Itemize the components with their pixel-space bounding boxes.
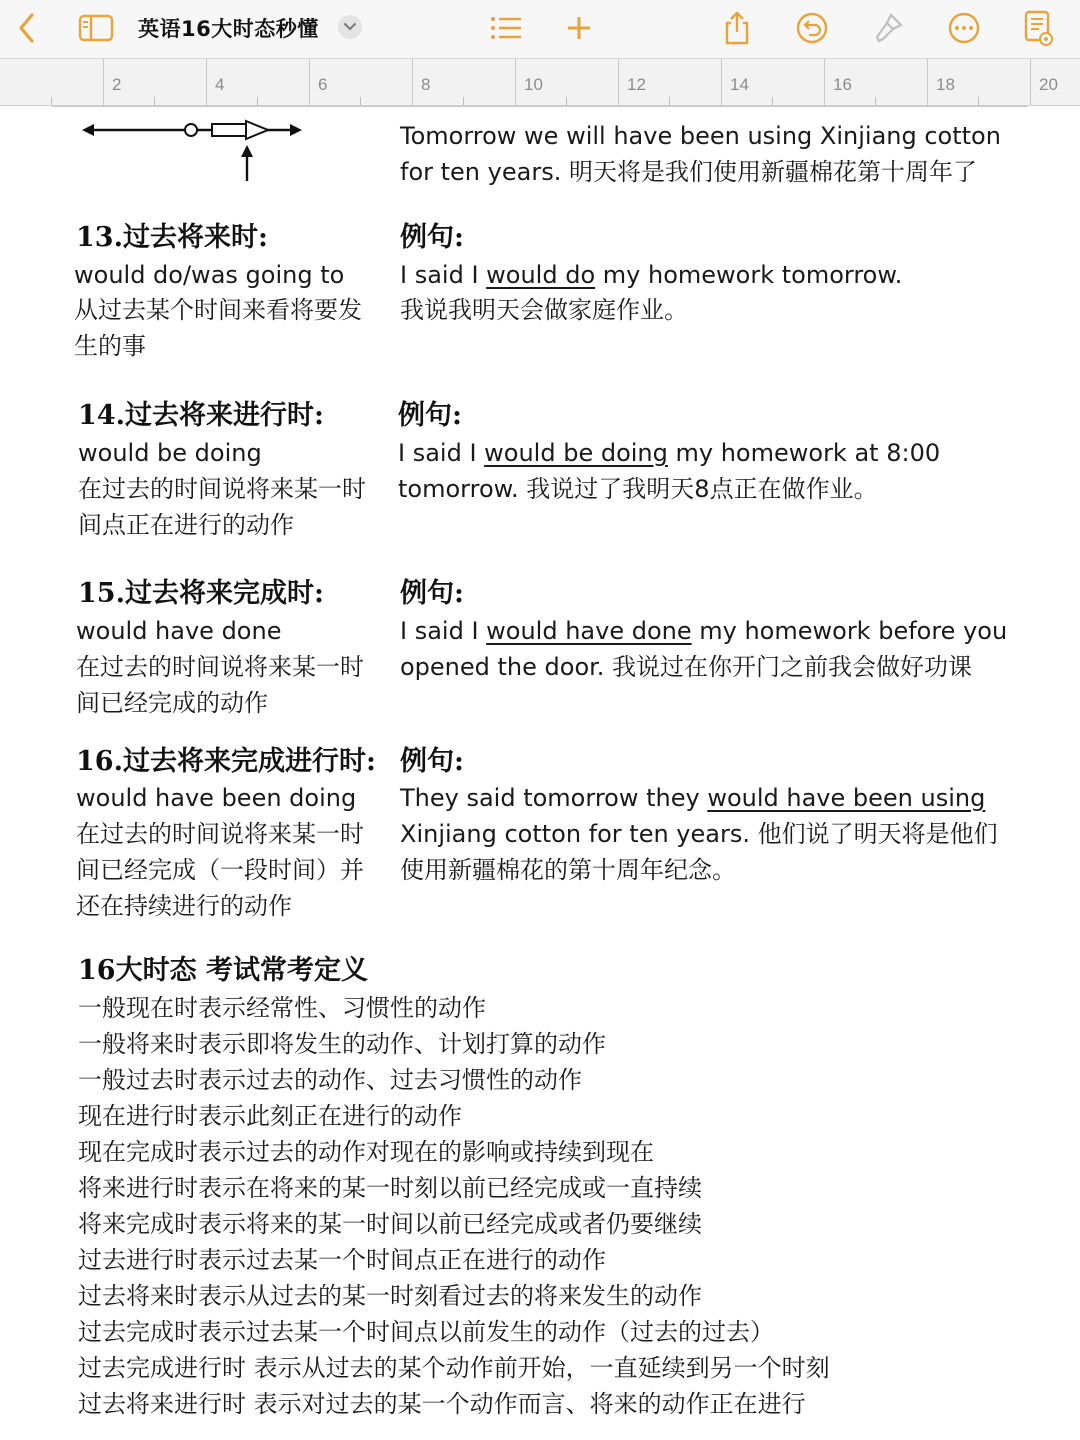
insert-button[interactable] (560, 8, 598, 48)
tense16-example-cont: 使用新疆棉花的第十周年纪念。 (400, 856, 736, 884)
sidebar-toggle-button[interactable] (76, 8, 116, 48)
tense16-example-label: 例句: (400, 746, 464, 777)
definition-item: 将来进行时表示在将来的某一时刻以前已经完成或一直持续 (78, 1174, 702, 1202)
undo-icon (795, 11, 829, 45)
top-toolbar (0, 0, 1080, 59)
list-button[interactable] (486, 8, 526, 48)
tense15-example-cont: opened the door. 我说过在你开门之前我会做好功课 (400, 653, 973, 681)
back-button[interactable] (10, 8, 44, 48)
definition-item: 过去将来进行时 表示对过去的某一个动作而言、将来的动作正在进行 (78, 1390, 806, 1418)
top-example-line2: for ten years. 明天将是我们使用新疆棉花第十周年了 (400, 158, 977, 186)
plus-icon (565, 14, 593, 42)
tense13-desc: 从过去某个时间来看将要发 (74, 296, 362, 324)
page-margin-line (52, 106, 1028, 107)
definition-item: 现在进行时表示此刻正在进行的动作 (78, 1102, 462, 1130)
timeline-diagram (80, 115, 305, 185)
ruler-label: 4 (215, 75, 225, 94)
tense14-desc: 间点正在进行的动作 (78, 511, 294, 539)
format-button[interactable] (868, 8, 908, 48)
tense16-desc: 间已经完成（一段时间）并 (76, 856, 364, 884)
tense13-example-label: 例句: (400, 222, 464, 253)
back-chevron-icon (17, 12, 37, 44)
document-view-icon (1022, 9, 1054, 47)
tense14-heading: 14.过去将来进行时: (78, 400, 324, 431)
ruler[interactable] (0, 59, 1080, 106)
tense16-example: They said tomorrow they would have been using (400, 784, 986, 812)
document-title[interactable]: 英语16大时态秒懂 (138, 17, 319, 41)
more-button[interactable] (944, 8, 984, 48)
ruler-label: 2 (112, 75, 122, 94)
tense14-desc: 在过去的时间说将来某一时 (78, 475, 366, 503)
ruler-label: 8 (421, 75, 431, 94)
list-icon (489, 14, 523, 42)
share-button[interactable] (718, 8, 756, 48)
definition-item: 过去将来时表示从过去的某一时刻看过去的将来发生的动作 (78, 1282, 702, 1310)
definition-item: 过去完成时表示过去某一个时间点以前发生的动作（过去的过去） (78, 1318, 774, 1346)
ruler-label: 6 (318, 75, 328, 94)
tense14-example-cont: tomorrow. 我说过了我明天8点正在做作业。 (398, 475, 878, 503)
top-example-line1: Tomorrow we will have been using Xinjiang cotton (400, 122, 1001, 150)
more-icon (947, 11, 981, 45)
tense13-desc: 生的事 (74, 332, 146, 360)
tense15-heading: 15.过去将来完成时: (78, 578, 324, 609)
tense16-desc: 还在持续进行的动作 (76, 892, 292, 920)
definition-item: 过去完成进行时 表示从过去的某个动作前开始，一直延续到另一个时刻 (78, 1354, 830, 1382)
definition-item: 过去进行时表示过去某一个时间点正在进行的动作 (78, 1246, 606, 1274)
tense16-form: would have been doing (76, 784, 357, 812)
tense16-desc: 在过去的时间说将来某一时 (76, 820, 364, 848)
document-view-button[interactable] (1018, 8, 1058, 48)
definition-item: 一般现在时表示经常性、习惯性的动作 (78, 994, 486, 1022)
definition-item: 将来完成时表示将来的某一时间以前已经完成或者仍要继续 (78, 1210, 702, 1238)
tense13-example: I said I would do my homework tomorrow. (400, 261, 903, 289)
format-brush-icon (871, 11, 905, 45)
sidebar-icon (78, 14, 114, 42)
definitions-heading: 16大时态 考试常考定义 (78, 955, 368, 986)
title-chevron-icon (343, 22, 357, 32)
undo-button[interactable] (792, 8, 832, 48)
ruler-label: 10 (524, 75, 543, 94)
definition-item: 一般过去时表示过去的动作、过去习惯性的动作 (78, 1066, 582, 1094)
tense13-form: would do/was going to (74, 261, 345, 289)
tense15-desc: 在过去的时间说将来某一时 (76, 653, 364, 681)
definition-item: 现在完成时表示过去的动作对现在的影响或持续到现在 (78, 1138, 654, 1166)
definition-item: 一般将来时表示即将发生的动作、计划打算的动作 (78, 1030, 606, 1058)
ruler-label: 16 (833, 75, 852, 94)
tense16-heading: 16.过去将来完成进行时: (76, 746, 376, 777)
ruler-label: 20 (1039, 75, 1058, 94)
tense15-desc: 间已经完成的动作 (76, 689, 268, 717)
title-menu-button[interactable] (338, 15, 362, 39)
tense14-example-label: 例句: (398, 400, 462, 431)
tense14-form: would be doing (78, 439, 262, 467)
tense13-heading: 13.过去将来时: (76, 222, 268, 253)
share-icon (722, 10, 752, 46)
tense13-example-cn: 我说我明天会做家庭作业。 (400, 296, 688, 324)
ruler-label: 14 (730, 75, 749, 94)
tense16-example-cont: Xinjiang cotton for ten years. 他们说了明天将是他们 (400, 820, 998, 848)
tense15-example: I said I would have done my homework before you (400, 617, 1008, 645)
ruler-label: 12 (627, 75, 646, 94)
ruler-label: 18 (936, 75, 955, 94)
tense15-example-label: 例句: (400, 578, 464, 609)
tense14-example: I said I would be doing my homework at 8:00 (398, 439, 941, 467)
tense15-form: would have done (76, 617, 282, 645)
